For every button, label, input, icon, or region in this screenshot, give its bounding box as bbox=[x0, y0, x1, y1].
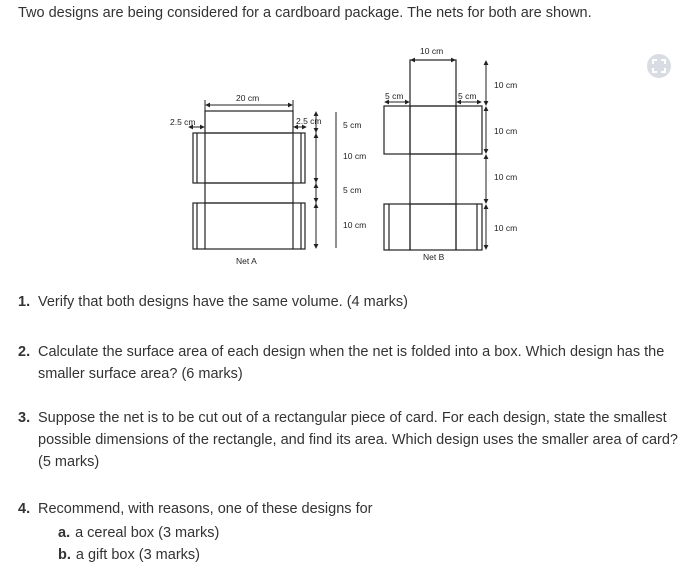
net-a-front bbox=[193, 133, 305, 183]
net-b bbox=[384, 60, 482, 250]
net-b-left-flap bbox=[384, 106, 410, 154]
net-b-flap-left-label: 5 cm bbox=[385, 91, 404, 101]
question-2 bbox=[18, 341, 678, 385]
question-3 bbox=[18, 407, 678, 473]
net-a-h2-label: 10 cm bbox=[343, 151, 367, 161]
net-b-bottom bbox=[410, 154, 456, 204]
net-b-h2-label: 10 cm bbox=[494, 126, 518, 136]
net-b-back bbox=[410, 204, 456, 250]
net-b-top bbox=[410, 60, 456, 106]
intro-text: Two designs are being considered for a cardboard package. The nets for both are shown. bbox=[18, 5, 592, 21]
sub-question-text: a cereal box (3 marks) bbox=[75, 525, 220, 541]
net-a-back bbox=[193, 203, 305, 249]
net-a-flap-left-label: 2.5 cm bbox=[170, 117, 196, 127]
sub-question-a bbox=[38, 522, 372, 544]
question-number: 1. bbox=[18, 294, 31, 310]
question-4 bbox=[18, 498, 372, 566]
net-b-front bbox=[410, 106, 456, 154]
net-b-left-flap-2 bbox=[384, 204, 410, 250]
net-b-flap-right-label: 5 cm bbox=[458, 91, 477, 101]
expand-image-button[interactable] bbox=[647, 54, 671, 78]
net-b-caption: Net B bbox=[423, 252, 445, 262]
question-number: 3. bbox=[18, 410, 31, 426]
question-1 bbox=[18, 291, 408, 313]
net-a-lid bbox=[205, 111, 293, 133]
net-b-right-flap bbox=[456, 106, 482, 154]
net-a-caption: Net A bbox=[236, 256, 257, 266]
sub-question-letter: a. bbox=[58, 525, 71, 541]
net-b-right-flap-2 bbox=[456, 204, 482, 250]
net-a-bottom bbox=[205, 183, 293, 203]
net-b-top-label: 10 cm bbox=[420, 46, 444, 56]
question-text: Verify that both designs have the same volume. (4 marks) bbox=[38, 294, 408, 310]
net-a-h3-label: 5 cm bbox=[343, 185, 362, 195]
net-b-h3-label: 10 cm bbox=[494, 172, 518, 182]
sub-question-text: a gift box (3 marks) bbox=[75, 547, 200, 563]
net-a-h4-label: 10 cm bbox=[343, 220, 367, 230]
question-number: 4. bbox=[18, 501, 31, 517]
net-b-h1-label: 10 cm bbox=[494, 80, 518, 90]
question-text: Calculate the surface area of each design when the net is folded into a box. Which design has the smaller surface area? (6 marks) bbox=[38, 344, 665, 382]
expand-icon bbox=[652, 59, 666, 73]
sub-question-letter: b. bbox=[58, 547, 71, 563]
net-a-labels bbox=[170, 93, 366, 266]
sub-question-b bbox=[38, 544, 372, 566]
net-b-h4-label: 10 cm bbox=[494, 223, 518, 233]
question-text: Suppose the net is to be cut out of a rectangular piece of card. For each design, state the smallest possible dimensions of the rectangle, and find its area. Which design uses the smaller area of card? (5 marks) bbox=[38, 410, 678, 470]
net-a-h1-label: 5 cm bbox=[343, 120, 362, 130]
question-text: Recommend, with reasons, one of these designs for bbox=[38, 501, 373, 517]
net-a-flap-right-label: 2.5 cm bbox=[296, 116, 322, 126]
net-a-width-label: 20 cm bbox=[236, 93, 260, 103]
net-a bbox=[193, 111, 305, 249]
question-number: 2. bbox=[18, 344, 31, 360]
